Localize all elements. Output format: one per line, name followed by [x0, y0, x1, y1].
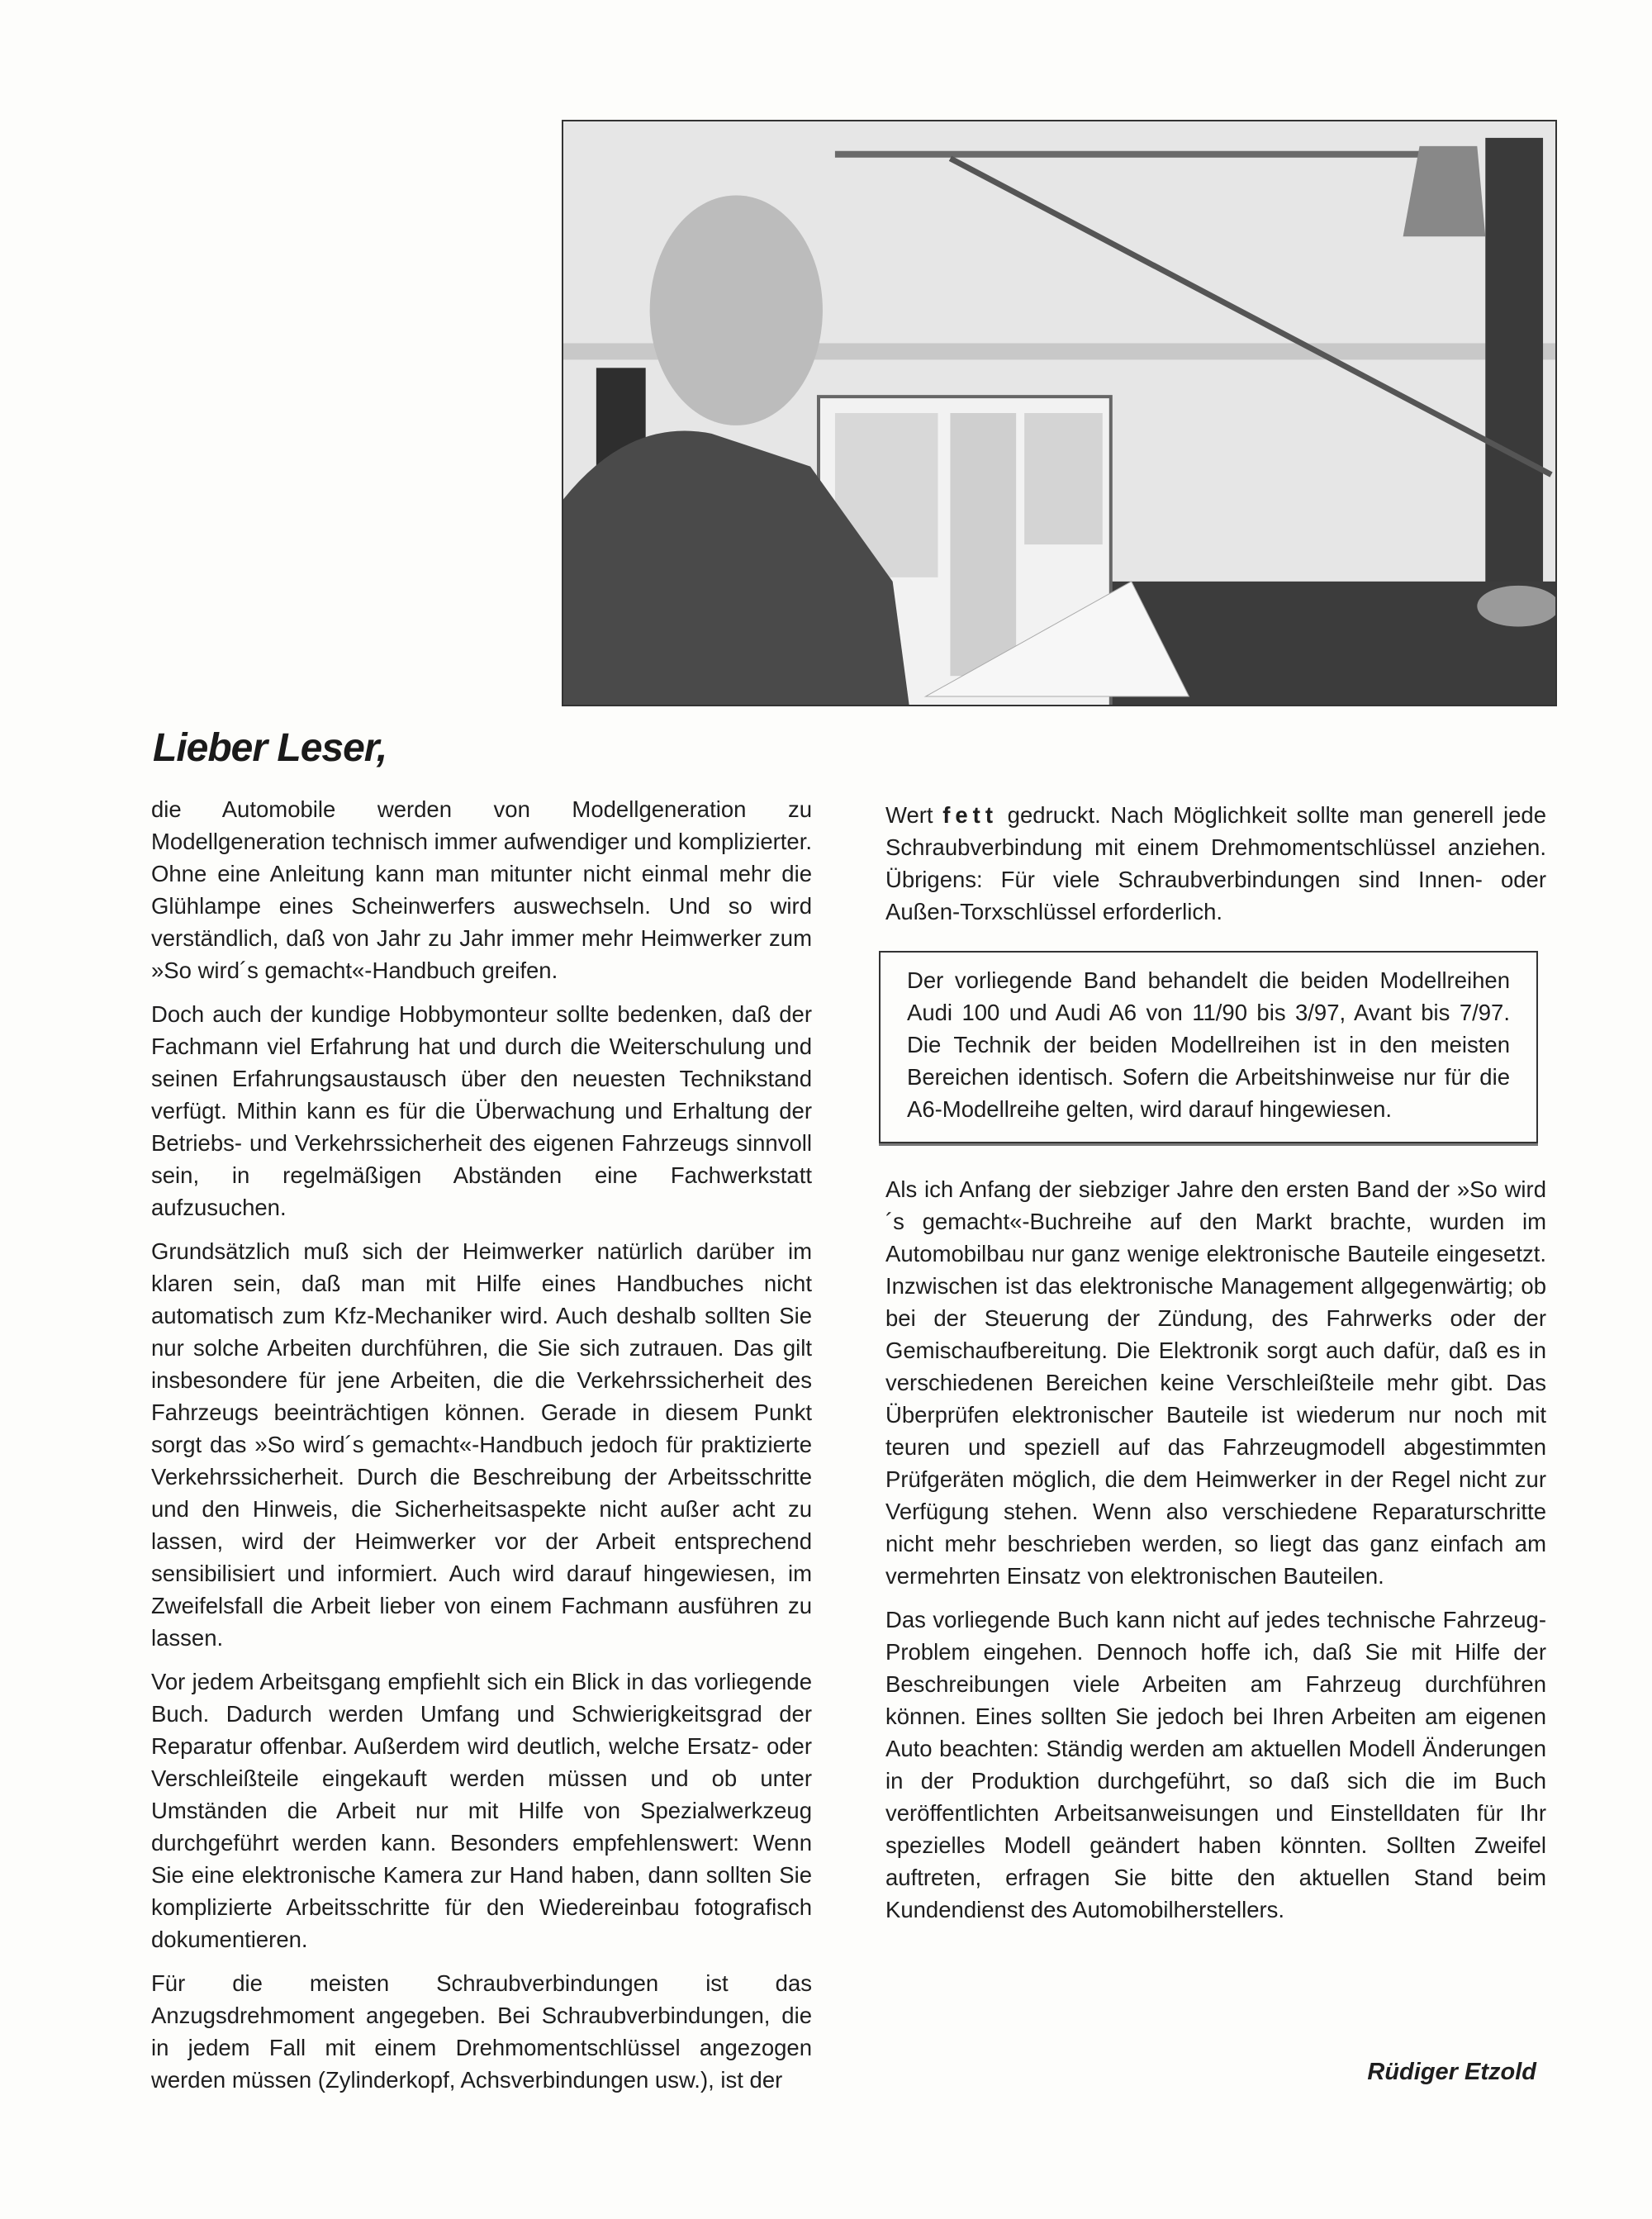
continuation-text: Wert — [885, 802, 943, 828]
paragraph-continuation — [885, 799, 1546, 928]
bold-word: fett — [942, 802, 998, 828]
letter-heading: Lieber Leser, — [153, 726, 387, 770]
paragraph: Als ich Anfang der siebziger Jahre den ersten Band der »So wird´s gemacht«-Buchreihe auf den Markt brachte, wurden im Automobilbau nur ganz wenige elektronische Bauteile eingesetzt. Inzwischen ist das elektronische Management allgegenwärtig; ob bei der Steuerung der Zündung, des Fahrwerks oder der Gemischaufbereitung. Die Elektronik sorgt auch dafür, daß es in verschiedenen Bereichen keine Verschleißteile mehr gibt. Das Überprüfen elektronischer Bauteile ist wiederum nur noch mit teuren und speziell auf das Fahrzeugmodell abgestimmten Prüfgeräten möglich, die dem Heimwerker in der Regel nicht zur Verfügung stehen. Wenn also verschiedene Reparaturschritte nicht mehr beschrieben werden, so liegt das ganz einfach am vermehrten Einsatz von elektronischen Bauteilen. — [885, 1176, 1546, 1589]
boxed-note: Der vorliegende Band behandelt die beiden Modellreihen Audi 100 und Audi A6 von 11/90 bis 3/97, Avant bis 7/97. Die Technik der beiden Modellreihen ist in den meisten Bereichen identisch. Sofern die Arbeitshinweise nur für die A6-Modellreihe gelten, wird darauf hingewiesen. — [907, 967, 1510, 1122]
left-column — [151, 793, 812, 2107]
paragraph: Das vorliegende Buch kann nicht auf jedes technische Fahrzeug-Problem eingehen. Dennoch hoffe ich, daß Sie mit Hilfe der Beschreibungen viele Arbeiten am Fahrzeug durchführen können. Eines sollten Sie jedoch bei Ihren Arbeiten am eigenen Auto beachten: Ständig werden am aktuellen Modell Änderungen in der Produktion durchgeführt, so daß sich die im Buch veröffentlichten Arbeitsanweisungen und Einstelldaten für Ihr spezielles Modell geändert haben könnten. Sollten Zweifel auftreten, erfragen Sie bitte den aktuellen Stand beim Kundendienst des Automobilherstellers. — [885, 1607, 1546, 1922]
author-signature: Rüdiger Etzold — [1367, 2059, 1536, 2085]
continuation-text: gedruckt. Nach Möglichkeit sollte man generell jede Schraubverbindung mit einem Drehmomentschlüssel anziehen. Übrigens: Für viele Schraubverbindungen sind Innen- oder Außen-Torxschlüssel erforderlich. — [885, 802, 1546, 924]
paragraph: Grundsätzlich muß sich der Heimwerker natürlich darüber im klaren sein, daß man mit Hilfe eines Handbuches nicht automatisch zum Kfz-Mechaniker wird. Auch deshalb sollten Sie nur solche Arbeiten durchführen, die Sie sich zutrauen. Das gilt insbesondere für jene Arbeiten, die die Verkehrssicherheit des Fahrzeugs beeinträchtigen können. Gerade in diesem Punkt sorgt das »So wird´s gemacht«-Handbuch jedoch für praktizierte Verkehrssicherheit. Durch die Beschreibung der Arbeitsschritte und den Hinweis, die Sicherheitsaspekte nicht außer acht zu lassen, wird der Heimwerker vor der Arbeit entsprechend sensibilisiert und informiert. Auch wird darauf hingewiesen, im Zweifelsfall die Arbeit lieber von einem Fachmann ausführen zu lassen. — [151, 1238, 812, 1651]
paragraph: die Automobile werden von Modellgeneration zu Modellgeneration technisch immer aufwendiger und komplizierter. Ohne eine Anleitung kann man mitunter nicht einmal mehr die Glühlampe eines Scheinwerfers auswechseln. Und so wird verständlich, daß von Jahr zu Jahr immer mehr Heimwerker zum »So wird´s gemacht«-Handbuch greifen. — [151, 796, 812, 983]
paragraph: Vor jedem Arbeitsgang empfiehlt sich ein Blick in das vorliegende Buch. Dadurch werden Umfang und Schwierigkeitsgrad der Reparatur offenbar. Außerdem wird deutlich, welche Ersatz- oder Verschleißteile eingekauft werden müssen und ob unter Umständen die Arbeit nur mit Hilfe von Spezialwerkzeug durchgeführt werden kann. Besonders empfehlenswert: Wenn Sie eine elektronische Kamera zur Hand haben, dann sollten Sie komplizierte Arbeitsschritte für den Wiedereinbau fotografisch dokumentieren. — [151, 1669, 812, 1952]
author-photo-illustration — [563, 121, 1555, 705]
person-head — [650, 195, 823, 425]
model-info-box — [879, 951, 1538, 1143]
lamp-post — [1485, 138, 1543, 598]
paragraph: Doch auch der kundige Hobbymonteur sollte bedenken, daß der Fachmann viel Erfahrung hat und durch die Weiterschulung und seinen Erfahrungsaustausch über den neuesten Technikstand verfügt. Mithin kann es für die Überwachung und Erhaltung der Betriebs- und Verkehrssicherheit des eigenen Fahrzeugs sinnvoll sein, in regelmäßigen Abständen eine Fachwerkstatt aufzusuchen. — [151, 1001, 812, 1220]
author-photo — [562, 120, 1557, 706]
paragraph: Für die meisten Schraubverbindungen ist das Anzugsdrehmoment angegeben. Bei Schraubverbindungen, die in jedem Fall mit einem Drehmomentschlüssel angezogen werden müssen (Zylinderkopf, Achsverbindungen usw.), ist der — [151, 1970, 812, 2093]
right-column — [885, 799, 1546, 1937]
